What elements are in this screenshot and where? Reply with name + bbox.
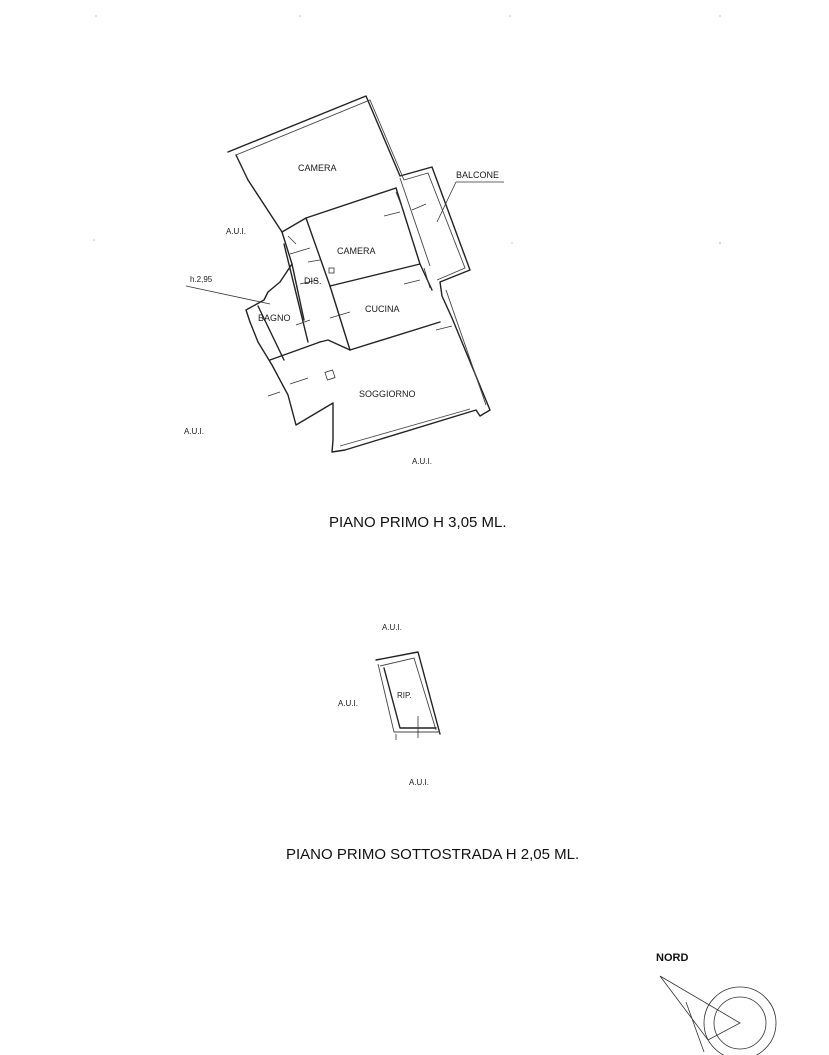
column-symbol [329, 268, 334, 273]
basement-title: PIANO PRIMO SOTTOSTRADA H 2,05 ML. [286, 846, 580, 863]
first-floor-plan [184, 96, 507, 531]
first-floor-title: PIANO PRIMO H 3,05 ML. [329, 514, 507, 531]
height-note-leader-line [186, 286, 270, 304]
neighbour-label-west-lower: A.U.I. [184, 427, 205, 436]
neighbour-label-north: A.U.I. [382, 623, 403, 632]
room-label-soggiorno: SOGGIORNO [359, 389, 416, 399]
neighbour-label-south: A.U.I. [412, 457, 433, 466]
compass [656, 952, 776, 1055]
room-label-cucina: CUCINA [365, 304, 400, 314]
room-label-camera-1: CAMERA [298, 163, 337, 173]
neighbour-label-west-upper: A.U.I. [226, 227, 247, 236]
compass-label: NORD [656, 952, 689, 964]
compass-north-arrow [660, 976, 740, 1040]
room-label-dis: DIS. [304, 276, 322, 286]
compass-arrow-tail [686, 1002, 704, 1052]
height-note: h.2,95 [190, 275, 213, 284]
chimney-flue-symbol [325, 370, 335, 380]
scan-specks [93, 15, 721, 244]
neighbour-label-west: A.U.I. [338, 699, 359, 708]
room-label-balcone: BALCONE [456, 170, 500, 180]
room-label-bagno: BAGNO [258, 313, 291, 323]
neighbour-label-basement-south: A.U.I. [409, 778, 430, 787]
basement-plan [286, 623, 579, 863]
first-floor-interior-walls [236, 155, 440, 360]
room-label-camera-2: CAMERA [337, 246, 376, 256]
room-label-rip: RIP. [397, 691, 412, 700]
